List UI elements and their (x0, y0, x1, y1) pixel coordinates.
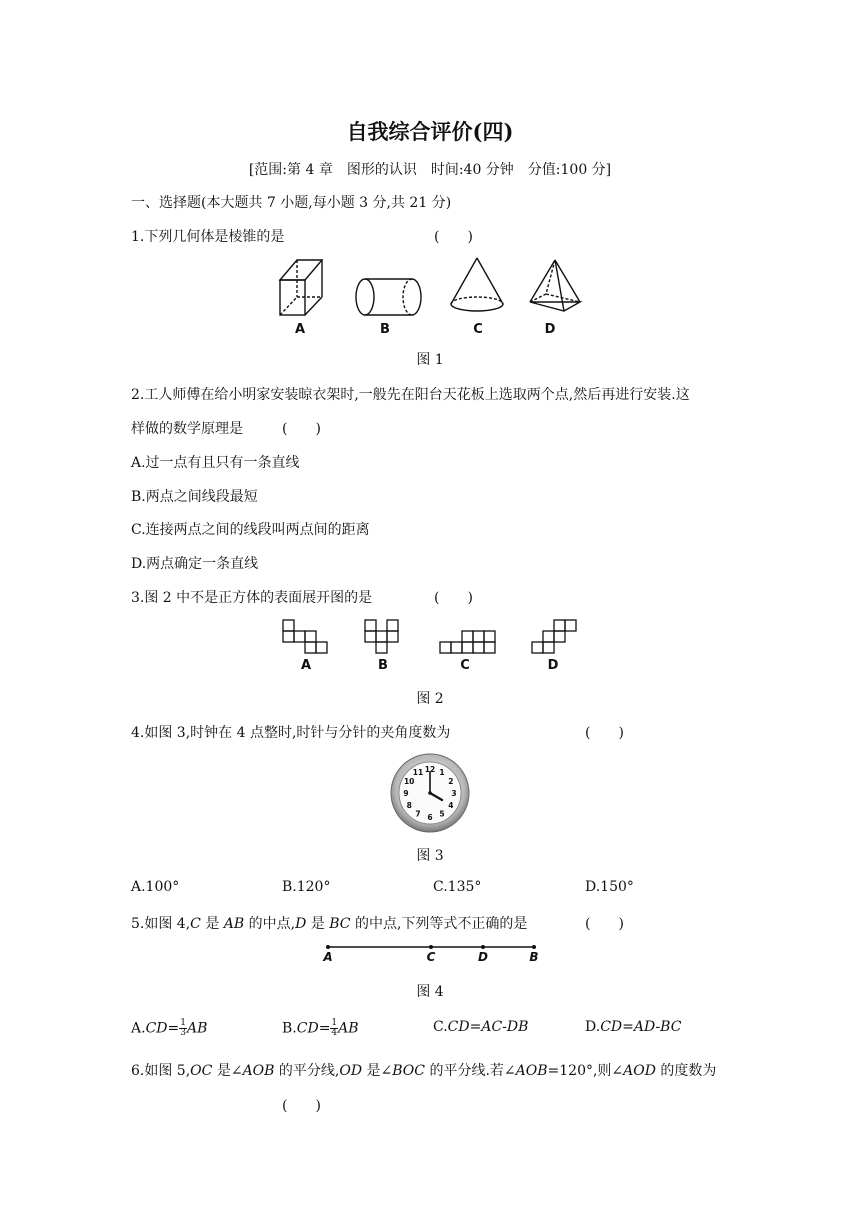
q5-option-b: B.CD= $\frac{1}{4}$ AB (282, 1018, 359, 1038)
figure3-caption: 图 3 (416, 848, 444, 864)
point-label-c: C (426, 950, 436, 964)
q5-option-c: C.CD=AC-DB (433, 1019, 529, 1035)
q2-option-d: D.两点确定一条直线 (131, 556, 259, 572)
q2-option-a: A.过一点有且只有一条直线 (131, 455, 300, 471)
cone-icon (451, 258, 503, 311)
figure2-caption: 图 2 (416, 691, 444, 707)
q4-option-c: C.135° (433, 879, 482, 895)
q1-label-a: A (294, 322, 306, 337)
q3-label-d: D (547, 658, 559, 673)
net-d-icon (532, 620, 576, 653)
q5-answer-blank: ( ) (585, 916, 624, 932)
triangular-prism-icon (280, 260, 322, 315)
page-subtitle: [范围:第 4 章 图形的认识 时间:40 分钟 分值:100 分] (248, 162, 612, 178)
q4-stem: 4.如图 3,时钟在 4 点整时,时针与分针的夹角度数为 (131, 725, 451, 741)
clock-number: 2 (448, 776, 454, 786)
q2-option-b: B.两点之间线段最短 (131, 489, 258, 505)
clock-number: 5 (439, 809, 445, 819)
clock-number: 1 (439, 768, 445, 777)
q3-label-b: B (378, 658, 388, 673)
point-label-a: A (323, 950, 333, 964)
clock-center (428, 791, 432, 795)
q4-answer-blank: ( ) (585, 725, 624, 741)
q3-cube-nets-figure (270, 616, 590, 660)
q1-label-d: D (544, 322, 556, 337)
net-a-icon (283, 620, 327, 653)
q1-label-b: B (380, 322, 390, 337)
q5-stem: 5.如图 4,C 是 AB 的中点,D 是 BC 的中点,下列等式不正确的是 (131, 916, 528, 932)
clock-number: 3 (451, 788, 457, 798)
clock-number: 11 (412, 768, 424, 777)
q5-option-a: A.CD= $\frac{1}{3}$ AB (131, 1018, 208, 1038)
figure1-caption: 图 1 (416, 352, 444, 368)
clock-number: 6 (427, 812, 433, 822)
point-b (532, 945, 536, 949)
point-label-b: B (529, 950, 539, 964)
q4-option-d: D.150° (585, 879, 634, 895)
q2-stem-line2: 样做的数学原理是 (131, 421, 243, 437)
q1-stem: 1.下列几何体是棱锥的是 (131, 229, 285, 245)
q1-answer-blank: ( ) (434, 229, 473, 245)
q6-answer-blank: ( ) (282, 1098, 321, 1114)
q1-solids-figure (270, 254, 600, 324)
clock-number: 9 (403, 788, 409, 798)
clock-number: 7 (415, 809, 421, 819)
net-b-icon (365, 620, 398, 653)
q3-label-a: A (300, 658, 312, 673)
q6-stem: 6.如图 5,OC 是∠AOB 的平分线,OD 是∠BOC 的平分线.若∠AOB=120°,则∠AOD 的度数为 (131, 1063, 717, 1079)
q5-option-d: D.CD=AD-BC (585, 1019, 682, 1035)
q2-stem-line1: 2.工人师傅在给小明家安装晾衣架时,一般先在阳台天花板上选取两个点,然后再进行安装.这 (131, 387, 690, 403)
clock-number: 12 (424, 764, 436, 774)
q2-answer-blank: ( ) (282, 421, 321, 437)
q3-answer-blank: ( ) (434, 590, 473, 606)
point-d (481, 945, 485, 949)
clock-number: 4 (448, 800, 454, 810)
q3-label-c: C (460, 658, 470, 673)
q3-stem: 3.图 2 中不是正方体的表面展开图的是 (131, 590, 373, 606)
q4-option-b: B.120° (282, 879, 331, 895)
point-label-d: D (478, 950, 488, 964)
section-heading: 一、选择题(本大题共 7 小题,每小题 3 分,共 21 分) (131, 195, 452, 211)
point-a (326, 945, 330, 949)
pyramid-icon (530, 260, 580, 311)
figure4-caption: 图 4 (416, 984, 444, 1000)
q2-option-c: C.连接两点之间的线段叫两点间的距离 (131, 522, 370, 538)
page-title: 自我综合评价(四) (346, 119, 514, 144)
q4-option-a: A.100° (131, 879, 180, 895)
cylinder-icon (356, 279, 421, 315)
clock-number: 10 (403, 776, 415, 786)
clock-number: 8 (406, 800, 412, 810)
point-c (429, 945, 433, 949)
net-c-icon (440, 631, 495, 653)
q1-label-c: C (473, 322, 483, 337)
clock-figure (389, 752, 471, 834)
